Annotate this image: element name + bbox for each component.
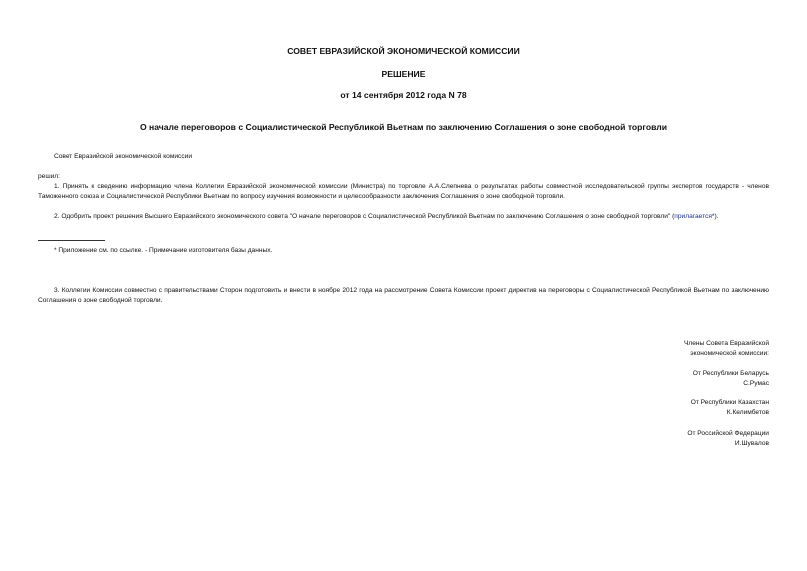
signature-country: От Республики Казахстан xyxy=(690,399,769,406)
document-type-heading: РЕШЕНИЕ xyxy=(381,69,426,79)
signature-block-russia xyxy=(687,429,769,449)
signatories-heading-line-1: Члены Совета Евразийской xyxy=(683,340,769,347)
signature-block-kazakhstan xyxy=(691,398,769,418)
signatories-heading-line-2: экономической комиссии: xyxy=(690,350,769,357)
signature-name: К.Келимбетов xyxy=(726,409,769,416)
item-2-paragraph xyxy=(38,212,769,222)
footnote: * Приложение см. по ссылке. - Примечание изготовителя базы данных. xyxy=(54,247,273,254)
footnote-divider xyxy=(38,240,105,241)
document-title: О начале переговоров с Социалистической Республикой Вьетнам по заключению Соглашения о зоне свободной торговли xyxy=(139,122,668,132)
resolved-label: решил: xyxy=(38,173,60,180)
item-3-paragraph: 3. Коллегии Комиссии совместно с правительствами Сторон подготовить и внести в ноябре 2012 года на рассмотрение Совета Комиссии проект директив на переговоры с Социалистической Республикой Вьетнам по заключению Соглашения о зоне свободной торговли. xyxy=(38,287,769,304)
signature-name: С.Румас xyxy=(743,380,769,387)
signature-country: От Российской Федерации xyxy=(687,430,769,437)
item-2-text: 2. Одобрить проект решения Высшего Евразийского экономического совета "О начале переговоров с Социалистической Республикой Вьетнам по заключению Соглашения о зоне свободной торговли" ( xyxy=(54,213,675,220)
attachment-link[interactable]: прилагается xyxy=(674,213,712,220)
organization-heading: СОВЕТ ЕВРАЗИЙСКОЙ ЭКОНОМИЧЕСКОЙ КОМИССИИ xyxy=(287,46,520,56)
item-2-end: *). xyxy=(711,213,719,220)
signature-country: От Республики Беларусь xyxy=(692,370,769,377)
signature-name: И.Шувалов xyxy=(734,440,769,447)
item-1-paragraph: 1. Принять к сведению информацию члена Коллегии Евразийской экономической комиссии (Министра) по торговле А.А.Слепнева о результатах работы совместной исследовательской группы экспертов государств - членов Таможенного союза и Социалистической Республики Вьетнам по вопросу изучения возможности и целесообразности заключения Соглашения о зоне свободной торговли. xyxy=(38,183,769,200)
signatories-heading xyxy=(684,339,769,359)
council-name: Совет Евразийской экономической комиссии xyxy=(54,153,193,160)
signature-block-belarus xyxy=(693,369,769,389)
document-date-number: от 14 сентября 2012 года N 78 xyxy=(340,90,467,100)
